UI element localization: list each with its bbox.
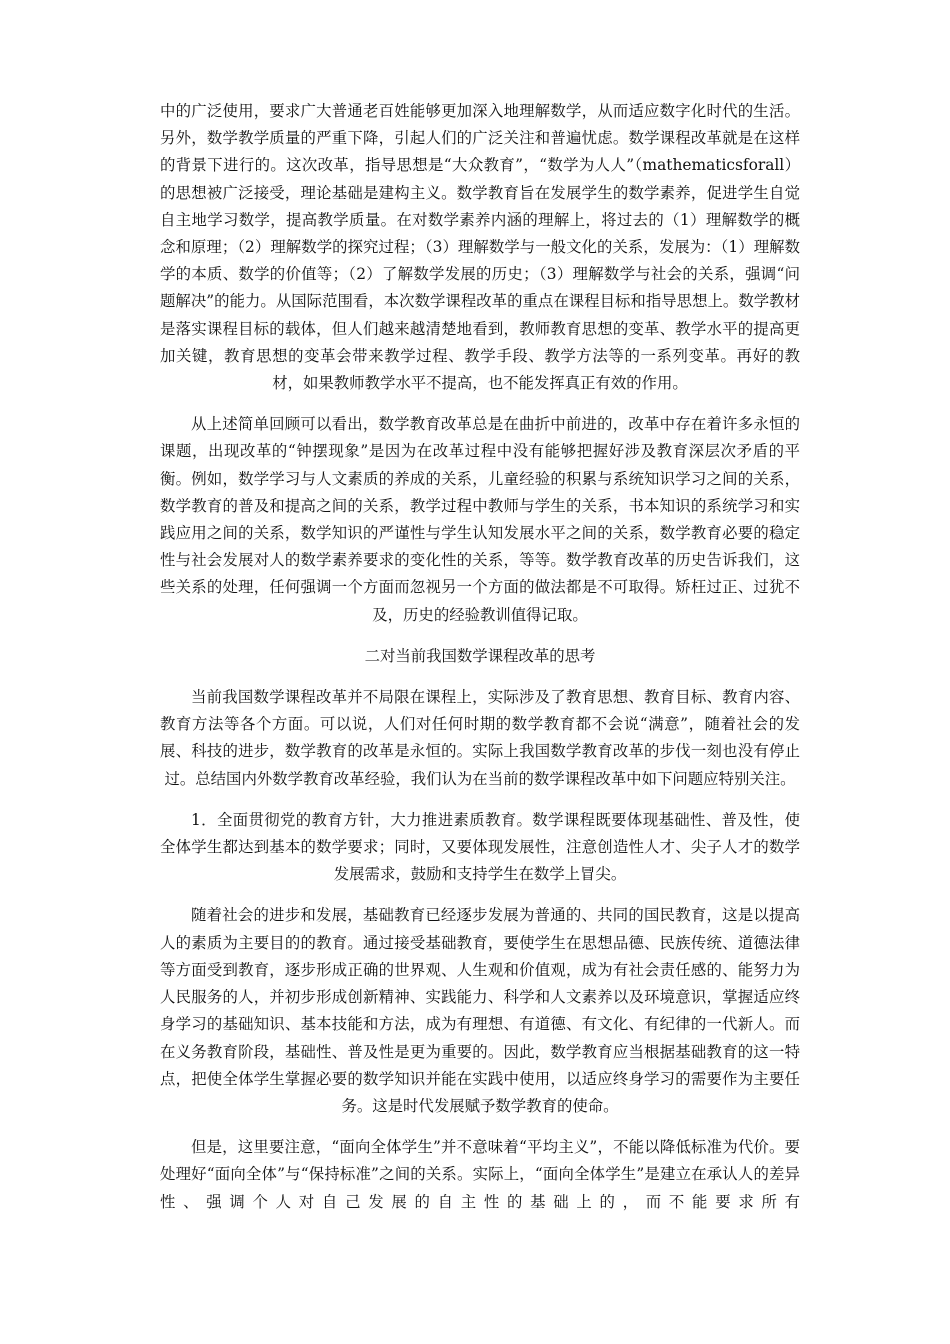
paragraph-point-one: 1．全面贯彻党的教育方针，大力推进素质教育。数学课程既要体现基础性、普及性，使全体学生都达到基本的数学要求；同时，又要体现发展性，注意创造性人才、尖子人才的数学发展需求，鼓励和支持学生在数学上冒尖。 [160,810,800,884]
paragraph-all-students: 但是，这里要注意，“面向全体学生”并不意味着“平均主义”，不能以降低标准为代价。要处理好“面向全体”与“保持标准”之间的关系。实际上，“面向全体学生”是建立在承认人的差异性、强调个人对自己发展的自主性的基础上的，而不能要求所有 [160,1138,800,1211]
paragraph-reform-background: 中的广泛使用，要求广大普通老百姓能够更加深入地理解数学，从而适应数字化时代的生活。另外，数学教学质量的严重下降，引起人们的广泛关注和普遍忧虑。数学课程改革就是在这样的背景下进行的。这次改革，指导思想是“大众教育”，“数学为人人”（mathematicsforall）的思想被广泛接受，理论基础是建构主义。数学教育旨在发展学生的数学素养，促进学生自觉自主地学习数学，提高教学质量。在对数学素养内涵的理解上，将过去的（1）理解数学的概念和原理；（2）理解数学的探究过程；（3）理解数学与一般文化的关系，发展为：（1）理解数学的本质、数学的价值等；（2）了解数学发展的历史；（3）理解数学与社会的关系，强调“问题解决”的能力。从国际范围看，本次数学课程改革的重点在课程目标和指导思想上。数学教材是落实课程目标的载体，但人们越来越清楚地看到，教师教育思想的变革、教学水平的提高更加关键，教育思想的变革会带来教学过程、教学手段、教学方法等的一系列变革。再好的教材，如果教师教学水平不提高，也不能发挥真正有效的作用。 [160,102,800,393]
paragraph-current-reform: 当前我国数学课程改革并不局限在课程上，实际涉及了教育思想、教育目标、教育内容、教育方法等各个方面。可以说，人们对任何时期的数学教育都不会说“满意”，随着社会的发展、科技的进步，数学教育的改革是永恒的。实际上我国数学教育改革的步伐一刻也没有停止过。总结国内外数学教育改革经验，我们认为在当前的数学课程改革中如下问题应特别关注。 [160,688,800,788]
paragraph-reform-history: 从上述简单回顾可以看出，数学教育改革总是在曲折中前进的，改革中存在着许多永恒的课题，出现改革的“钟摆现象”是因为在改革过程中没有能够把握好涉及教育深层次矛盾的平衡。例如，数学学习与人文素质的养成的关系，儿童经验的积累与系统知识学习之间的关系，数学教育的普及和提高之间的关系，教学过程中教师与学生的关系，书本知识的系统学习和实践应用之间的关系，数学知识的严谨性与学生认知发展水平之间的关系，数学教育必要的稳定性与社会发展对人的数学素养要求的变化性的关系，等等。数学教育改革的历史告诉我们，这些关系的处理，任何强调一个方面而忽视另一个方面的做法都是不可取得。矫枉过正、过犹不及，历史的经验教训值得记取。 [160,415,800,624]
paragraph-basic-education: 随着社会的进步和发展，基础教育已经逐步发展为普通的、共同的国民教育，这是以提高人的素质为主要目的的教育。通过接受基础教育，要使学生在思想品德、民族传统、道德法律等方面受到教育，逐步形成正确的世界观、人生观和价值观，成为有社会责任感的、能努力为人民服务的人，并初步形成创新精神、实践能力、科学和人文素养以及环境意识，掌握适应终身学习的基础知识、基本技能和方法，成为有理想、有道德、有文化、有纪律的一代新人。而在义务教育阶段，基础性、普及性是更为重要的。因此，数学教育应当根据基础教育的这一特点，把使全体学生掌握必要的数学知识并能在实践中使用，以适应终身学习的需要作为主要任务。这是时代发展赋予数学教育的使命。 [160,906,800,1115]
section-heading: 二对当前我国数学课程改革的思考 [364,646,596,665]
document-page [160,98,800,1230]
